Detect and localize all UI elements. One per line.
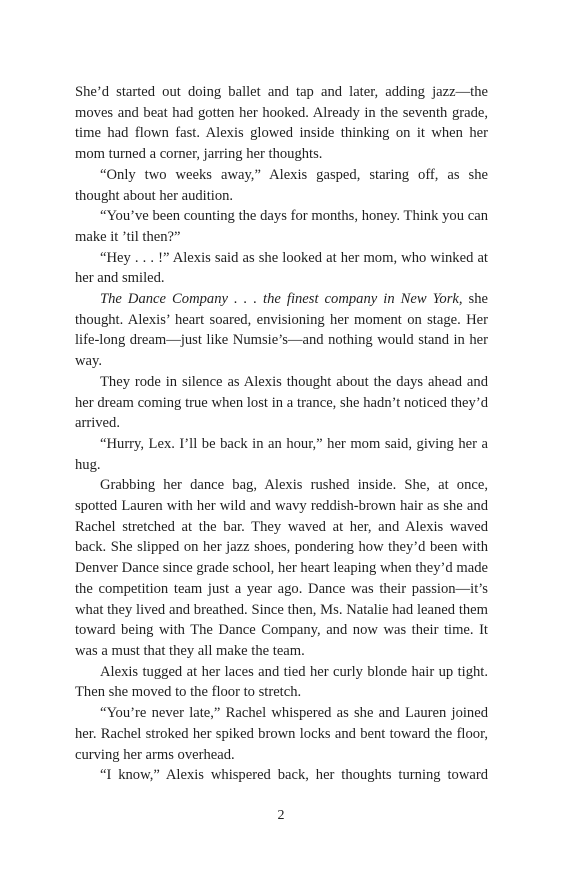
paragraph: “I know,” Alexis whispered back, her thoughts turning toward <box>100 767 488 784</box>
paragraph: “Hurry, Lex. I’ll be back in an hour,” her mom said, giving her a hug. <box>75 435 488 473</box>
page-number: 2 <box>277 808 285 823</box>
paragraph: The Dance Company . . . the finest company in New York, she thought. Alexis’ heart soared, envisioning her moment on stage. Her life-long dream—just like Numsie’s—and nothing would stand in her way. <box>75 291 488 370</box>
paragraph: Alexis tugged at her laces and tied her curly blonde hair up tight. Then she moved to the floor to stretch. <box>75 663 488 701</box>
paragraph: “You’ve been counting the days for months, honey. Think you can make it ’til then?” <box>75 208 488 245</box>
paragraph: “Hey . . . !” Alexis said as she looked at her mom, who winked at her and smiled. <box>75 249 488 287</box>
paragraph: “You’re never late,” Rachel whispered as she and Lauren joined her. Rachel stroked her spiked brown locks and bent toward the floor, curving her arms overhead. <box>75 705 488 763</box>
paragraph: “Only two weeks away,” Alexis gasped, staring off, as she thought about her audition. <box>75 166 488 204</box>
paragraph: Grabbing her dance bag, Alexis rushed inside. She, at once, spotted Lauren with her wild and wavy reddish-brown hair as she and Rachel stretched at the bar. They waved at her, and Alexis waved back. She slipped on her jazz shoes, pondering how they’d been with Denver Dance since grade school, her heart leaping when they’d made the competition team just a year ago. Dance was their passion—it’s what they lived and breathed. Since then, Ms. Natalie had leaned them toward being with The Dance Company, and now was their time. It was a must that they all make the team. <box>75 477 488 659</box>
body-text <box>75 82 488 786</box>
paragraph: They rode in silence as Alexis thought about the days ahead and her dream coming true when lost in a trance, she hadn’t noticed they’d arrived. <box>75 373 488 432</box>
paragraph: She’d started out doing ballet and tap and later, adding jazz—the moves and beat had gotten her hooked. Already in the seventh grade, time had flown fast. Alexis glowed inside thinking on it when her mom turned a corner, jarring her thoughts. <box>75 84 488 163</box>
